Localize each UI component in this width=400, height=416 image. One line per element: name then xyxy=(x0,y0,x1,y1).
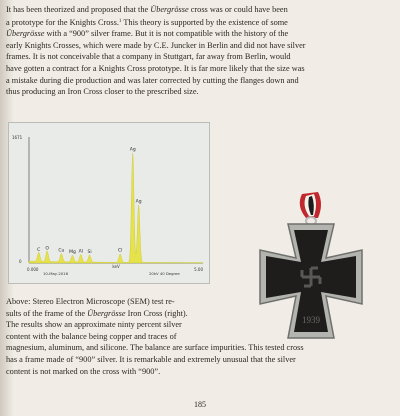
x-tick-label: 5.00 xyxy=(194,267,203,272)
sem-spectrum-chart xyxy=(8,122,210,284)
paragraph-line: It has been theorized and proposed that the Übergrösse cross was or could have been xyxy=(6,5,288,14)
caption-line: Above: Stereo Electron Microscope (SEM) test re- xyxy=(6,297,175,306)
footnote-marker: 1 xyxy=(118,18,122,24)
sem-spectrum-svg xyxy=(9,123,209,283)
paragraph-line: frames. It is not conceivable that a company in Stuttgart, far away from Berlin, would xyxy=(6,52,291,62)
y-tick-label: 0 xyxy=(19,259,22,264)
caption-line: magnesium, aluminum, and silicone. The balance are surface impurities. This tested cross xyxy=(6,343,304,353)
peak-label: Ag xyxy=(129,147,136,153)
paragraph-line: early Knights Crosses, which were made by C.E. Juncker in Berlin and did not have silver xyxy=(6,40,306,50)
peak-label: Mg xyxy=(69,250,76,256)
paragraph-line: Übergrösse with a “900” silver frame. But it is not compatible with the history of the xyxy=(6,29,289,39)
peak-label: Ag xyxy=(135,199,142,205)
peak-label: C xyxy=(37,247,41,253)
caption-line: The results show an approximate ninty percent silver xyxy=(6,320,182,330)
paragraph-line: a prototype for the Knights Cross.$^1$ This theory is supported by the existence of some xyxy=(6,17,288,27)
caption-line: content is not marked on the cross with “900”. xyxy=(6,366,161,376)
peak-label: O xyxy=(45,246,49,252)
peak-label: Cl xyxy=(117,248,123,254)
caption-line: content with the balance being copper and traces of xyxy=(6,331,177,341)
spectrum-area xyxy=(29,153,203,263)
body-paragraph xyxy=(6,4,390,98)
figure-caption xyxy=(6,296,390,377)
paragraph-line: thus producing an Iron Cross closer to the prescribed size. xyxy=(6,87,199,97)
page-number: 185 xyxy=(194,400,206,409)
peak-label: Al xyxy=(78,249,84,255)
y-tick-label: 1671 xyxy=(12,135,23,140)
caption-line: has a frame made of “900” silver. It is remarkable and extremely unusual that the silver xyxy=(6,354,296,364)
caption-line: sults of the frame of the Übergrösse Iron Cross (right). xyxy=(6,308,188,318)
x-tick-label: 0.000 xyxy=(27,267,39,272)
chart-footer-settings: 20kV 40 Degree xyxy=(149,271,180,276)
peak-label: Si xyxy=(87,249,92,255)
paragraph-line: a mistake during die production and was later corrected by cutting the flanges down and xyxy=(6,75,299,85)
cross-year-label: 1939 xyxy=(302,315,320,325)
ribbon-icon xyxy=(300,192,321,225)
paragraph-line: have gotten a contract for a Knights Cross prototype. It is far more likely that the size was xyxy=(6,63,305,73)
x-tick-label: keV xyxy=(112,264,120,269)
peak-label: Cu xyxy=(58,248,65,254)
chart-footer-date: 10-May-2016 xyxy=(43,271,69,276)
